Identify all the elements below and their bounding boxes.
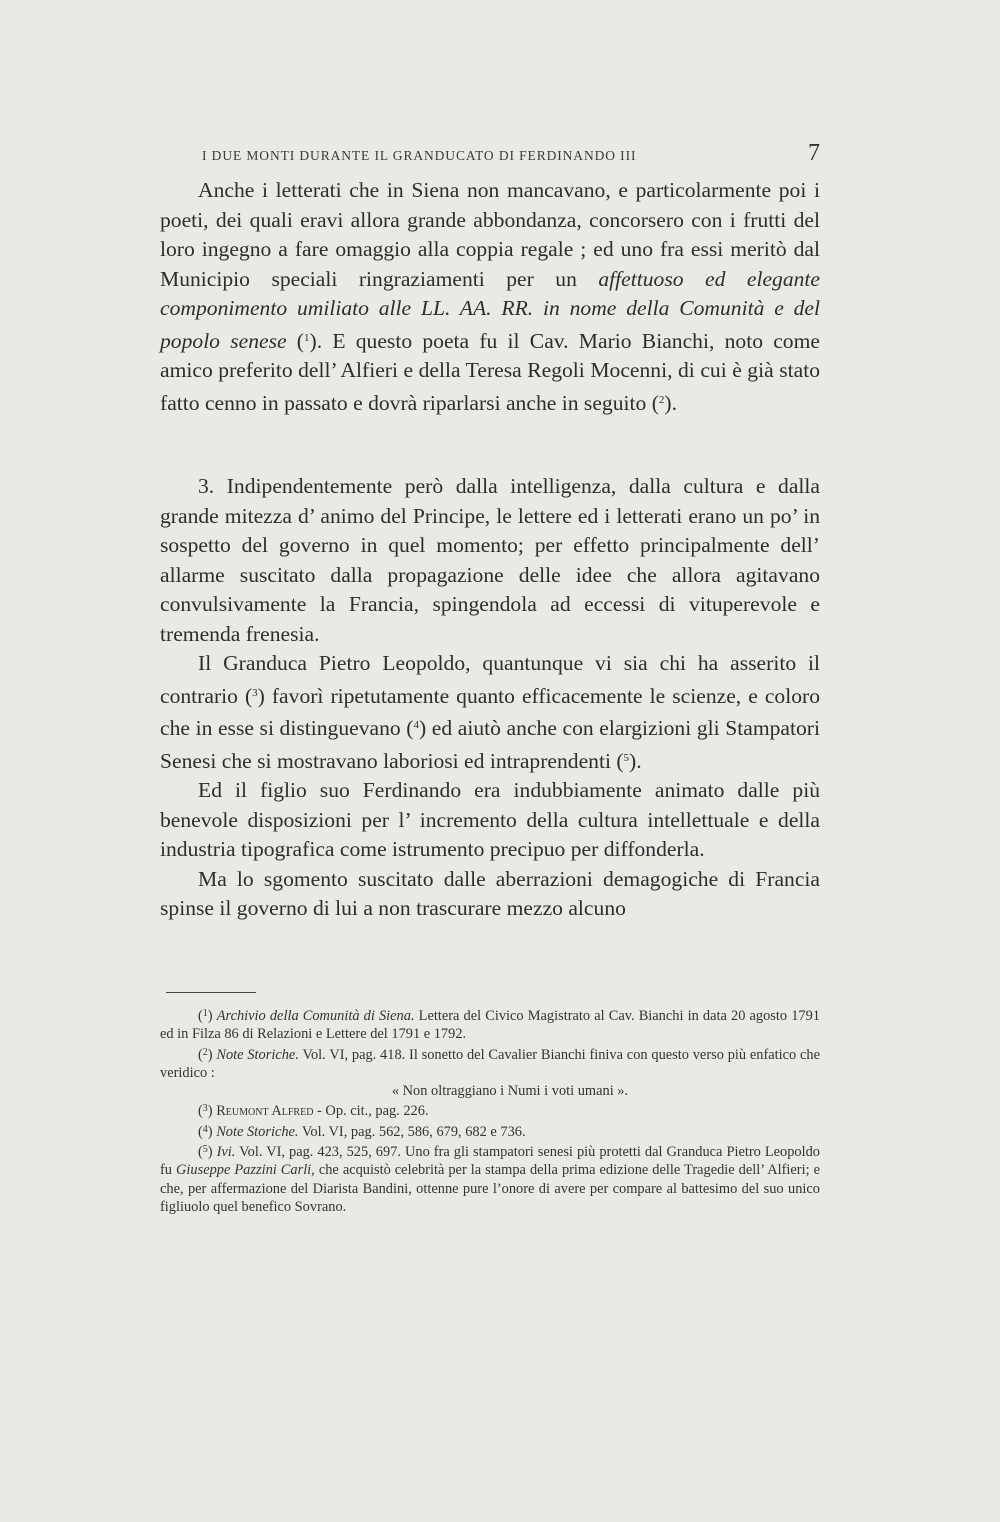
footnote-ref-5: 5 — [623, 751, 630, 764]
paragraph-3: Il Granduca Pietro Leopoldo, quantunque vi sia chi ha asserito il contrario ($^3$) favorì ripetutamente quanto efficacemente le scienze, e coloro che in esse si distinguevano ($^4$) ed aiutò anche con elargizioni gli Stampatori Senesi che si mostravano laboriosi ed intraprendenti ($^5$). — [160, 651, 820, 773]
running-title: I DUE MONTI DURANTE IL GRANDUCATO DI FERDINANDO III — [202, 148, 637, 163]
footnotes — [160, 1005, 820, 1216]
footnote-2: ($^2$) Note Storiche. Vol. VI, pag. 418. Il sonetto del Cavalier Bianchi finiva con questo verso più enfatico che veridico : — [160, 1046, 820, 1081]
page-number: 7 — [808, 140, 820, 166]
footnote-ref-3: 3 — [252, 686, 258, 699]
footnote-ref-4: 4 — [413, 719, 419, 731]
page-header — [160, 140, 820, 174]
quoted-title: affettuoso ed elegante componimento umiliato alle LL. AA. RR. in nome della Comunità e del popolo senese — [160, 266, 821, 353]
footnote-1: ($^1$) Archivio della Comunità di Siena. Lettera del Civico Magistrato al Cav. Bianchi in data 20 agosto 1791 ed in Filza 86 di Relazioni e Lettere del 1791 e 1792. — [160, 1008, 820, 1043]
main-text — [160, 176, 820, 924]
footnote-ref-2: 2 — [658, 393, 665, 406]
footnote-divider — [166, 992, 256, 993]
footnote-ref-1: 1 — [304, 331, 310, 344]
paragraph-1: Anche i letterati che in Siena non mancavano, e particolarmente poi i poeti, dei quali eravi allora grande abbondanza, concorsero con i frutti del loro ingegno a fare omaggio alla coppia regale ; ed uno fra essi meritò dal Municipio speciali ringraziamenti per un affettuoso ed elegante componimento umiliato alle LL. AA. RR. in nome della Comunità e del popolo senese ($^1$). E questo poeta fu il Cav. Mario Bianchi, noto come amico preferito dell’ Alfieri e della Teresa Regoli Mocenni, di cui è già stato fatto cenno in passato e dovrà riparlarsi anche in seguito ($^2$). — [160, 178, 821, 415]
footnote-5: ($^5$) Ivi. Vol. VI, pag. 423, 525, 697. Uno fra gli stampatori senesi più protetti dal Granduca Pietro Leopoldo fu Giuseppe Pazzini Carli, che acquistò celebrità per la stampa della prima edizione delle Tragedie dell’ Alfieri; e che, per affermazione del Diarista Bandini, ottenne pure l’onore di avere per compare al battesimo del suo unico figliuolo quel benefico Sovrano. — [160, 1144, 821, 1215]
paragraph-4: Ed il figlio suo Ferdinando era indubbiamente animato dalle più benevole disposizioni per l’ incremento della cultura intellettuale e della industria tipografica come istrumento precipuo per diffonderla. — [160, 778, 820, 861]
paragraph-2: 3. Indipendentemente però dalla intelligenza, dalla cultura e dalla grande mitezza d’ animo del Principe, le lettere ed i letterati erano un po’ in sospetto del governo in quel momento; per effetto principalmente dell’ allarme suscitato dalla propagazione delle idee che allora agitavano convulsivamente la Francia, spingendola ad eccessi di vituperevole e tremenda frenesia. — [160, 474, 820, 646]
paragraph-5: Ma lo sgomento suscitato dalle aberrazioni demagogiche di Francia spinse il governo di lui a non trascurare mezzo alcuno — [160, 866, 820, 920]
footnote-3: ($^3$) Reumont Alfred - Op. cit., pag. 226. — [198, 1103, 429, 1120]
footnote-4: ($^4$) Note Storiche. Vol. VI, pag. 562, 586, 679, 682 e 736. — [198, 1123, 526, 1140]
footnote-2-quote: « Non oltraggiano i Numi i voti umani ». — [391, 1083, 629, 1100]
